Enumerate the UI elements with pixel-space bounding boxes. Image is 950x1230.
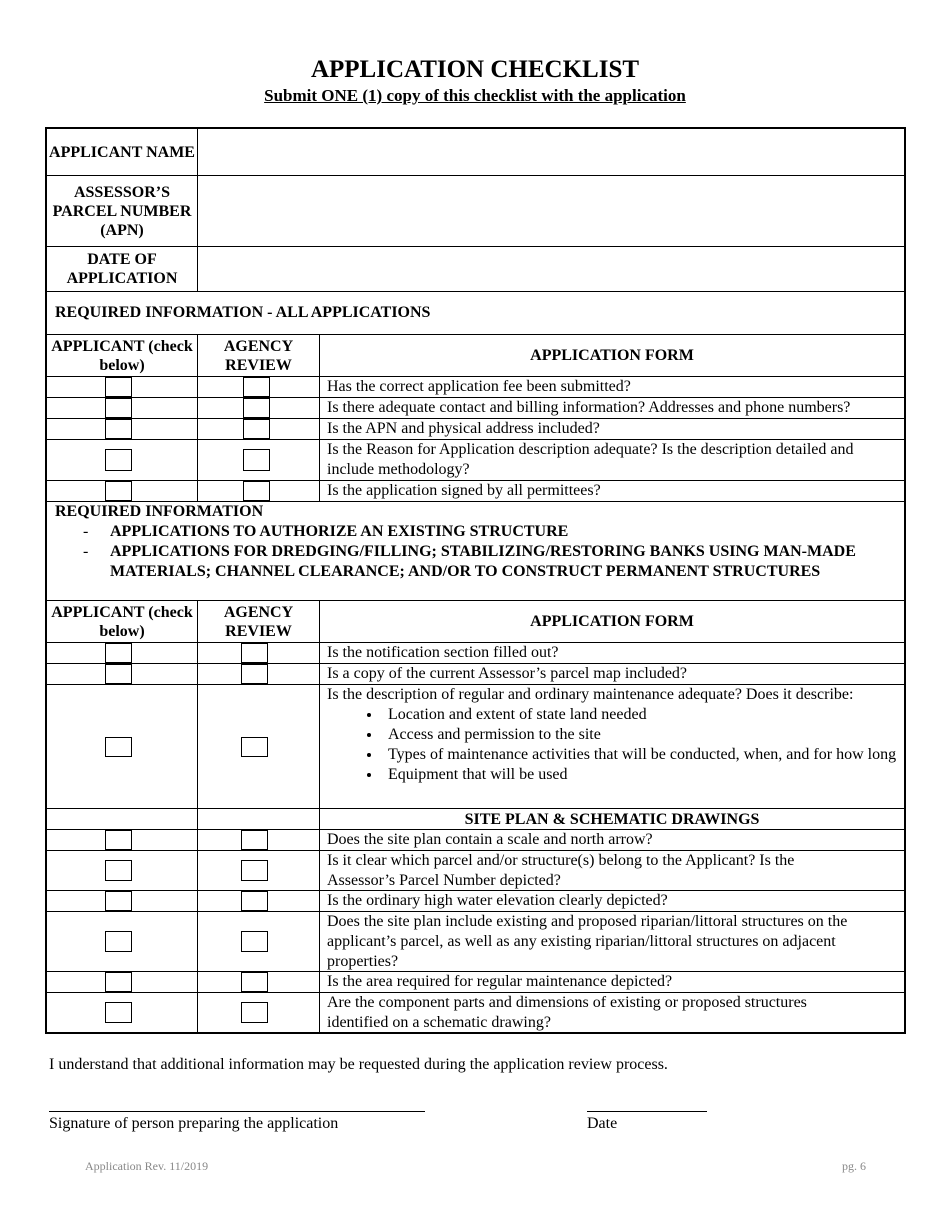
agency-check-cell	[198, 891, 320, 912]
revision-label: Application Rev. 11/2019	[85, 1159, 209, 1173]
section-required-info-title: REQUIRED INFORMATION	[55, 503, 264, 520]
applicant-check-cell	[47, 830, 198, 851]
page-number: pg. 6	[842, 1159, 866, 1173]
applicant-check-cell	[47, 851, 198, 891]
question-maintenance	[320, 685, 904, 809]
agency-checkbox[interactable]	[243, 377, 270, 397]
question-fee: Has the correct application fee been submitted?	[320, 377, 904, 398]
question-parcel-map: Is a copy of the current Assessor’s parcel map included?	[320, 664, 904, 685]
applicant-checkbox[interactable]	[105, 972, 132, 992]
applicant-checkbox[interactable]	[105, 398, 132, 418]
applicant-checkbox[interactable]	[105, 830, 132, 850]
agency-checkbox[interactable]	[241, 931, 268, 952]
agency-check-cell	[198, 664, 320, 685]
agency-check-cell	[198, 972, 320, 993]
applicant-check-cell	[47, 685, 198, 809]
applicant-check-cell	[47, 419, 198, 440]
agency-check-cell	[198, 419, 320, 440]
question-reason: Is the Reason for Application description adequate? Is the description detailed and include methodology?	[320, 440, 904, 481]
applicant-checkbox[interactable]	[105, 419, 132, 439]
col-agency-header: AGENCY REVIEW	[198, 335, 320, 377]
page-title: APPLICATION CHECKLIST	[310, 56, 640, 83]
section-all-applications-title: REQUIRED INFORMATION - ALL APPLICATIONS	[47, 292, 904, 335]
agency-check-cell	[198, 440, 320, 481]
applicant-checkbox[interactable]	[105, 737, 132, 757]
date-label: Date	[587, 1115, 618, 1132]
question-notification: Is the notification section filled out?	[320, 643, 904, 664]
col-applicant-header: APPLICANT (check below)	[47, 601, 198, 643]
maintenance-bullet: • Types of maintenance activities that will be conducted, when, and for how long	[382, 745, 898, 765]
applicant-check-cell	[47, 912, 198, 972]
agency-checkbox[interactable]	[241, 737, 268, 757]
question-schematic: Are the component parts and dimensions of existing or proposed structures identified on a schematic drawing?	[327, 994, 807, 1031]
agency-check-cell	[198, 830, 320, 851]
agency-checkbox[interactable]	[241, 830, 268, 850]
applicant-check-cell	[47, 643, 198, 664]
question-high-water: Is the ordinary high water elevation clearly depicted?	[320, 891, 904, 912]
col-agency-header: AGENCY REVIEW	[198, 601, 320, 643]
question-maintenance-text: Is the description of regular and ordinary maintenance adequate? Does it describe:	[327, 686, 854, 703]
page-subtitle: Submit ONE (1) copy of this checklist with the application	[264, 86, 686, 105]
maintenance-bullet: • Access and permission to the site	[382, 725, 898, 745]
applicant-check-cell	[47, 891, 198, 912]
maintenance-bullet: • Location and extent of state land needed	[382, 705, 898, 725]
question-parcel-belong: Is it clear which parcel and/or structure(s) belong to the Applicant? Is the Assessor’s Parcel Number depicted?	[320, 851, 904, 891]
required-info-list	[55, 522, 904, 582]
col-form-header: APPLICATION FORM	[320, 601, 904, 643]
applicant-checkbox[interactable]	[105, 1002, 132, 1023]
agency-check-cell	[198, 851, 320, 891]
site-plan-heading: SITE PLAN & SCHEMATIC DRAWINGS	[320, 809, 904, 830]
agency-check-cell	[198, 685, 320, 809]
required-info-item: - APPLICATIONS TO AUTHORIZE AN EXISTING STRUCTURE	[55, 522, 904, 542]
applicant-check-cell	[47, 377, 198, 398]
applicant-checkbox[interactable]	[105, 891, 132, 911]
col-form-header: APPLICATION FORM	[320, 335, 904, 377]
question-maintenance-area: Is the area required for regular maintenance depicted?	[320, 972, 904, 993]
applicant-checkbox[interactable]	[105, 664, 132, 684]
question-riparian: Does the site plan include existing and proposed riparian/littoral structures on the applicant’s parcel, as well as any existing riparian/littoral structures on adjacent properties?	[320, 912, 904, 972]
applicant-name-label: APPLICANT NAME	[47, 129, 198, 176]
agency-checkbox[interactable]	[243, 398, 270, 418]
application-date-field[interactable]	[198, 247, 904, 292]
signature-label: Signature of person preparing the application	[49, 1115, 339, 1132]
applicant-checkbox[interactable]	[105, 449, 132, 471]
maintenance-bullets	[327, 705, 898, 785]
applicant-check-cell	[47, 440, 198, 481]
question-signed: Is the application signed by all permittees?	[320, 481, 904, 502]
question-apn-address: Is the APN and physical address included?	[320, 419, 904, 440]
application-date-label: DATE OF APPLICATION	[47, 247, 198, 292]
applicant-checkbox[interactable]	[105, 643, 132, 663]
agency-checkbox[interactable]	[243, 419, 270, 439]
agency-checkbox[interactable]	[241, 643, 268, 663]
applicant-checkbox[interactable]	[105, 481, 132, 501]
applicant-check-cell	[47, 664, 198, 685]
agency-check-cell	[198, 377, 320, 398]
question-scale-arrow: Does the site plan contain a scale and north arrow?	[320, 830, 904, 851]
empty-cell	[47, 809, 198, 830]
agency-check-cell	[198, 481, 320, 502]
apn-label: ASSESSOR’S PARCEL NUMBER (APN)	[47, 176, 198, 247]
agency-check-cell	[198, 643, 320, 664]
applicant-checkbox[interactable]	[105, 931, 132, 952]
agency-check-cell	[198, 993, 320, 1032]
acknowledgement-statement: I understand that additional information may be requested during the application review process.	[49, 1056, 668, 1073]
checklist-table	[45, 127, 906, 1034]
applicant-check-cell	[47, 972, 198, 993]
empty-cell	[198, 809, 320, 830]
signature-line[interactable]	[49, 1111, 425, 1112]
agency-check-cell	[198, 912, 320, 972]
col-applicant-header: APPLICANT (check below)	[47, 335, 198, 377]
agency-checkbox[interactable]	[243, 449, 270, 471]
agency-check-cell	[198, 398, 320, 419]
date-line[interactable]	[587, 1111, 707, 1112]
agency-checkbox[interactable]	[243, 481, 270, 501]
agency-checkbox[interactable]	[241, 664, 268, 684]
apn-field[interactable]	[198, 176, 904, 247]
applicant-check-cell	[47, 993, 198, 1032]
agency-checkbox[interactable]	[241, 972, 268, 992]
section-required-info	[47, 502, 904, 601]
applicant-name-field[interactable]	[198, 129, 904, 176]
applicant-check-cell	[47, 481, 198, 502]
applicant-checkbox[interactable]	[105, 860, 132, 881]
applicant-checkbox[interactable]	[105, 377, 132, 397]
required-info-item: - APPLICATIONS FOR DREDGING/FILLING; STABILIZING/RESTORING BANKS USING MAN-MADE MATERIALS; CHANNEL CLEARANCE; AND/OR TO CONSTRUCT PERMANENT STRUCTURES	[55, 542, 904, 582]
question-contact: Is there adequate contact and billing information? Addresses and phone numbers?	[320, 398, 904, 419]
agency-checkbox[interactable]	[241, 891, 268, 911]
agency-checkbox[interactable]	[241, 860, 268, 881]
agency-checkbox[interactable]	[241, 1002, 268, 1023]
applicant-check-cell	[47, 398, 198, 419]
maintenance-bullet: • Equipment that will be used	[382, 765, 898, 785]
